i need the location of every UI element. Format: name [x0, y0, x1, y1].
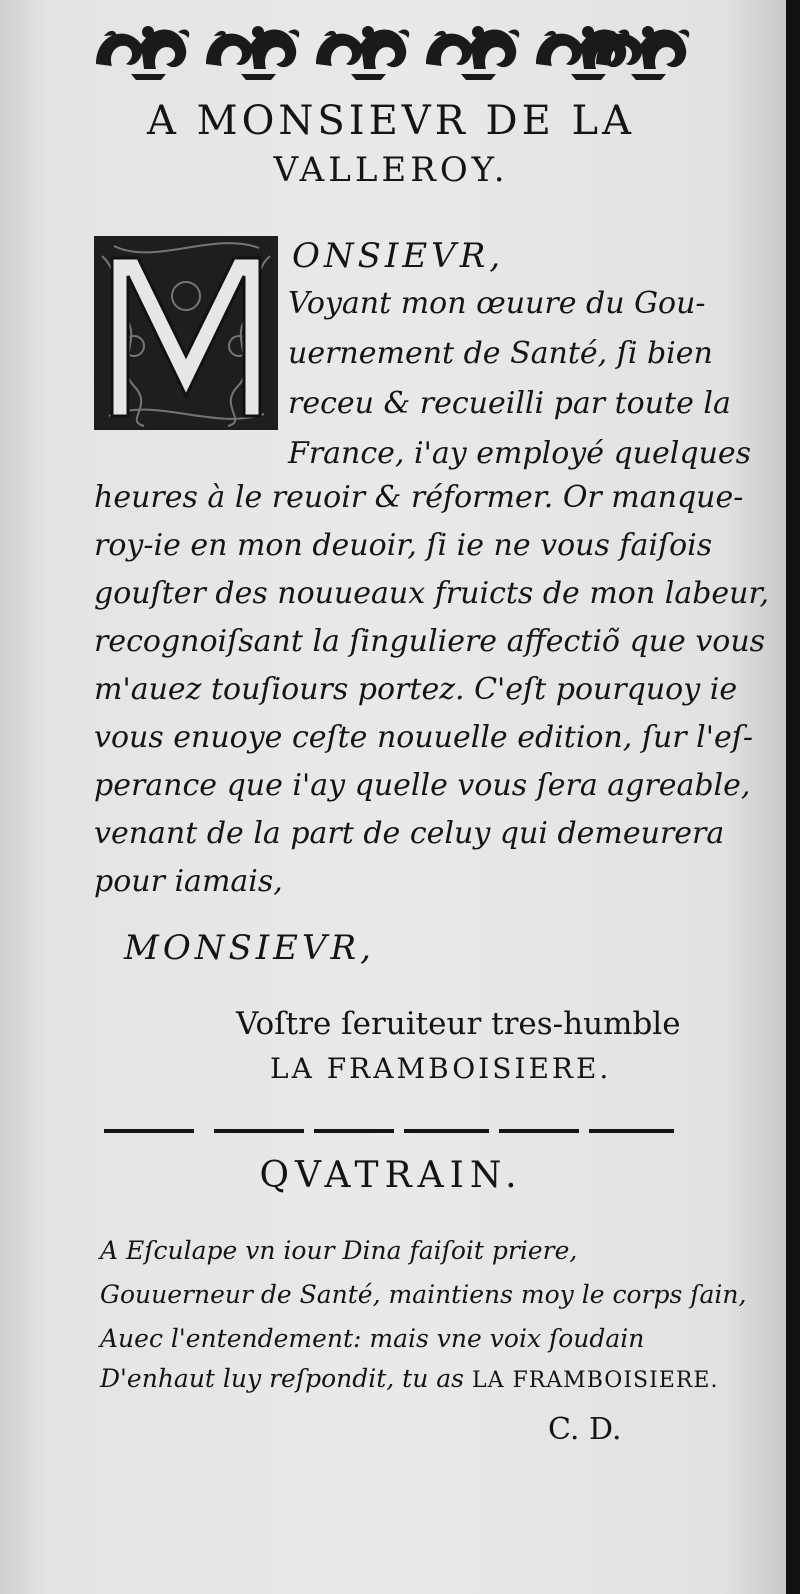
decorated-initial-M-icon	[94, 236, 278, 430]
title-line-2: VALLEROY.	[273, 150, 509, 190]
letter-line: receu & recueilli par toute la	[288, 386, 731, 421]
verse-line: A Eſculape vn iour Dina faiſoit priere,	[100, 1236, 578, 1265]
verse-line: Auec l'entendement: mais vne voix ſoudain	[100, 1324, 645, 1353]
divider-rule	[104, 1126, 674, 1136]
signature-line-1: Voſtre ſeruiteur tres-humble	[236, 1006, 681, 1042]
letter-line: heures à le reuoir & réformer. Or manque-	[94, 480, 744, 515]
letter-line: roy-ie en mon deuoir, ſi ie ne vous faiſois	[94, 528, 713, 563]
salutation: ONSIEVR,	[292, 236, 505, 276]
page-edge-shadow	[786, 0, 800, 1594]
author-initials: C. D.	[548, 1412, 622, 1447]
verse-line: Gouuerneur de Santé, maintiens moy le corps ſain,	[100, 1280, 747, 1309]
letter-line: perance que i'ay quelle vous ſera agreable,	[94, 768, 751, 803]
letter-line: m'auez touſiours portez. C'eſt pourquoy ie	[94, 672, 738, 707]
verse-line-last	[100, 1364, 718, 1393]
letter-line: venant de la part de celuy qui demeurera	[94, 816, 725, 851]
floral-ornament-band-icon	[86, 14, 696, 84]
letter-line: vous enuoye ceſte nouuelle edition, ſur l'eſ-	[94, 720, 754, 755]
letter-line: recognoiſsant la ſinguliere affectiõ que vous	[94, 624, 766, 659]
letter-line: France, i'ay employé quelques	[288, 436, 752, 471]
letter-line: gouſter des nouueaux fruicts de mon labeur,	[94, 576, 770, 611]
closing-salutation: MONSIEVR,	[124, 928, 375, 968]
title-line-1: A MONSIEVR DE LA	[147, 98, 635, 144]
letter-line: uernement de Santé, ſi bien	[288, 336, 713, 371]
letter-line: Voyant mon œuure du Gou-	[288, 286, 706, 321]
letter-line: pour iamais,	[94, 864, 283, 899]
signature-line-2: LA FRAMBOISIERE.	[270, 1052, 612, 1085]
quatrain-title: QVATRAIN.	[259, 1155, 523, 1196]
verse-line-last-caps: LA FRAMBOISIERE.	[471, 1368, 719, 1393]
verse-line-last-italic: D'enhaut luy reſpondit, tu as	[100, 1364, 465, 1393]
